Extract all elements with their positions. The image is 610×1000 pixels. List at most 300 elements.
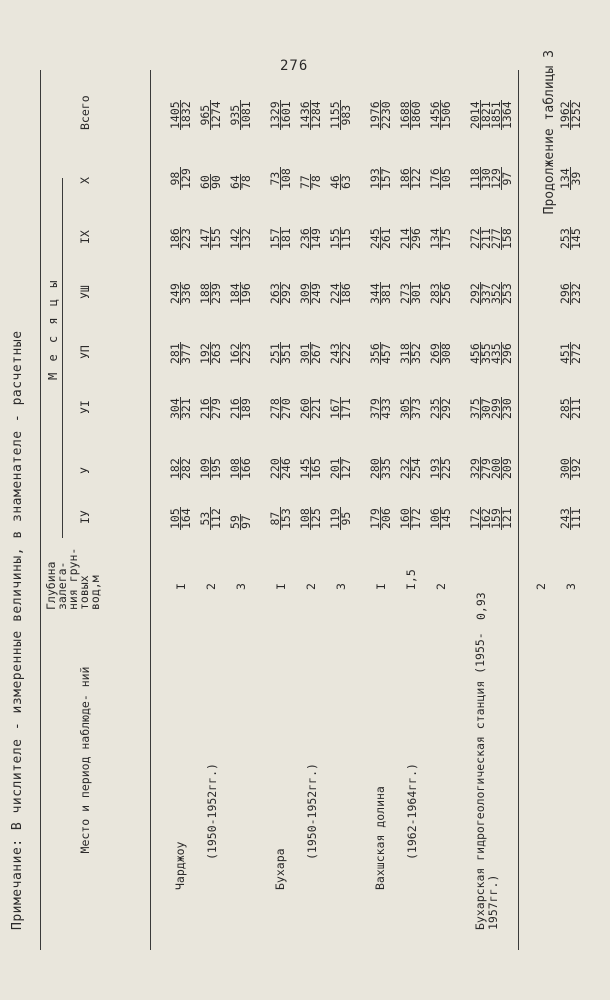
cell-denominator: 165 [309,458,323,479]
table-cell [560,397,581,420]
cell-numerator: 251 [268,343,282,364]
table-cell [170,397,191,420]
cell-denominator: 292 [279,283,293,304]
cell-numerator: 285 [558,398,572,419]
table-cell [370,282,391,305]
cell-denominator: 195 [209,458,223,479]
cell-numerator: 1405 [168,101,182,129]
cell-numerator: 224 [328,283,342,304]
row-depth: 2 [534,583,548,590]
table-cell [300,397,321,420]
cell-numerator: 1456 [428,101,442,129]
table-cell [370,100,391,130]
cell-numerator: 147 [198,228,212,249]
cell-numerator: 352 [489,283,503,304]
rotated-table-block [10,50,583,950]
cell-numerator: 283 [428,283,442,304]
table-cell [200,457,221,480]
cell-denominator: 1284 [309,101,323,129]
table-cell [270,282,291,305]
cell-denominator: 1601 [279,101,293,129]
table-cell [330,342,351,365]
cell-numerator: 184 [228,283,242,304]
cell-denominator: 155 [209,228,223,249]
cell-numerator: 108 [298,508,312,529]
table-cell [400,342,421,365]
cell-numerator: 216 [198,398,212,419]
table-cell [370,457,391,480]
table-cell [560,342,581,365]
header-month: IУ [78,510,92,524]
table-cell [200,282,221,305]
table-cell [400,507,421,530]
cell-denominator: 149 [309,228,323,249]
group-period: (1950-1952гг.) [305,763,319,860]
table-cell [560,507,581,530]
table-cell [200,227,221,250]
cell-numerator: 159 [489,508,503,529]
group-place: Вахшская долина [373,786,387,890]
cell-numerator: 1329 [268,101,282,129]
table-cell [430,100,451,130]
table-cell [230,514,251,530]
cell-denominator: 39 [569,171,583,186]
row-depth: 2 [434,583,448,590]
cell-denominator: 335 [379,458,393,479]
cell-denominator: 267 [309,343,323,364]
group-place: Бухарская гидрогеологическая станция (1955-1957гг.) [473,632,500,930]
cell-denominator: 1832 [179,101,193,129]
cell-numerator: 188 [198,283,212,304]
cell-numerator: 263 [268,283,282,304]
table-cell [330,100,351,130]
table-cell [170,457,191,480]
table-cell [170,100,191,130]
cell-numerator: 305 [398,398,412,419]
cell-denominator: 352 [409,343,423,364]
cell-numerator: 1688 [398,101,412,129]
row-depth: I [274,583,288,590]
table-cell [470,397,512,420]
table-cell [330,507,351,530]
table-cell [300,342,321,365]
cell-denominator: 1252 [569,101,583,129]
cell-numerator: 167 [328,398,342,419]
page-number: 276 [280,58,309,74]
cell-numerator: 299 [489,398,503,419]
cell-denominator: 157 [379,168,393,189]
cell-denominator: 175 [439,228,453,249]
cell-denominator: 263 [209,343,223,364]
table-cell [470,227,512,250]
table-cell [470,167,512,190]
cell-denominator: 2230 [379,101,393,129]
cell-denominator: 307 [479,398,493,419]
cell-denominator: 1274 [209,101,223,129]
cell-denominator: 270 [279,398,293,419]
cell-numerator: 935 [230,100,241,130]
cell-denominator: 196 [239,283,253,304]
row-depth: I,5 [404,569,418,590]
cell-numerator: 87 [270,507,281,530]
table-cell [330,397,351,420]
cell-denominator: 122 [409,168,423,189]
cell-denominator: 381 [379,283,393,304]
header-month: УI [78,400,92,414]
table-cell [330,282,351,305]
table-cell [330,174,351,190]
cell-denominator: 221 [309,398,323,419]
cell-numerator: 201 [328,458,342,479]
cell-denominator: 256 [439,283,453,304]
cell-numerator: 1962 [558,101,572,129]
table-cell [300,457,321,480]
cell-numerator: 379 [368,398,382,419]
table-cell [560,227,581,250]
cell-numerator: 235 [428,398,442,419]
table-cell [230,342,251,365]
header-depth: Глубина залега- ния грун- товых вод,м [44,547,102,610]
header-month: УШ [78,285,92,299]
header-total: Всего [78,95,92,130]
cell-denominator: 239 [209,283,223,304]
cell-numerator: 77 [298,175,312,189]
table-cell [170,227,191,250]
table-cell [370,507,391,530]
cell-denominator: 1506 [439,101,453,129]
cell-numerator: 249 [168,283,182,304]
cell-numerator: 277 [489,228,503,249]
cell-numerator: 281 [168,343,182,364]
cell-numerator: 451 [558,343,572,364]
cell-numerator: 46 [328,175,342,189]
cell-numerator: 1155 [328,101,342,129]
cell-denominator: 95 [339,511,353,526]
cell-denominator: 78 [309,175,323,189]
cell-numerator: 280 [368,458,382,479]
table-cell [430,342,451,365]
cell-denominator: 230 [500,398,514,419]
cell-denominator: 1860 [409,101,423,129]
table-cell [200,342,221,365]
table-cell [430,227,451,250]
cell-numerator: 260 [298,398,312,419]
cell-numerator: 98 [170,167,181,190]
header-month: УП [78,345,92,359]
cell-denominator: 90 [209,175,223,189]
cell-denominator: 355 [479,343,493,364]
cell-numerator: 105 [168,508,182,529]
cell-numerator: 129 [489,168,503,189]
table-cell [470,507,512,530]
bottom-rule [518,70,519,950]
table-cell [400,457,421,480]
cell-denominator: 232 [569,283,583,304]
cell-numerator: 344 [368,283,382,304]
cell-numerator: 119 [328,508,342,529]
cell-numerator: 172 [468,508,482,529]
row-depth: I [174,583,188,590]
table-cell [470,282,512,305]
table-cell [430,397,451,420]
table-cell [170,507,191,530]
table-cell [200,397,221,420]
cell-numerator: 301 [298,343,312,364]
row-depth: 0,93 [474,592,488,620]
cell-numerator: 243 [558,508,572,529]
table-cell [300,227,321,250]
cell-denominator: 279 [209,398,223,419]
table-cell [560,100,581,130]
table-cell [370,397,391,420]
cell-numerator: 318 [398,343,412,364]
table-cell [230,457,251,480]
table-cell [330,227,351,250]
cell-numerator: 965 [200,100,211,130]
table-cell [200,100,221,130]
cell-denominator: 253 [500,283,514,304]
cell-denominator: 186 [339,283,353,304]
cell-numerator: 375 [468,398,482,419]
cell-numerator: 53 [200,507,211,530]
cell-numerator: 108 [228,458,242,479]
table-cell [230,174,251,190]
cell-denominator: 282 [179,458,193,479]
table-cell [400,167,421,190]
table-cell [270,342,291,365]
cell-numerator: 145 [298,458,312,479]
row-depth: 3 [564,583,578,590]
table-cell [270,227,291,250]
cell-numerator: 273 [398,283,412,304]
cell-numerator: 160 [398,508,412,529]
cell-denominator: 162 [479,508,493,529]
table-cell [400,100,421,130]
cell-denominator: 129 [179,168,193,189]
cell-denominator: 145 [569,228,583,249]
cell-numerator: 292 [468,283,482,304]
cell-denominator: 211 [569,398,583,419]
cell-numerator: 309 [298,283,312,304]
row-depth: 3 [234,583,248,590]
table-cell [430,457,451,480]
cell-denominator: 192 [569,458,583,479]
cell-numerator: 1436 [298,101,312,129]
table-cell [470,342,512,365]
cell-denominator: 254 [409,458,423,479]
cell-denominator: 158 [500,228,514,249]
cell-denominator: 127 [339,458,353,479]
cell-numerator: 176 [428,168,442,189]
cell-numerator: 253 [558,228,572,249]
header-month: У [78,467,92,474]
cell-denominator: 112 [209,508,223,529]
table-cell [300,282,321,305]
cell-numerator: 200 [489,458,503,479]
row-depth: 2 [304,583,318,590]
table-footnote: Примечание: В числителе - измеренные величины, в знаменателе - расчетные [10,330,25,930]
header-month: X [78,177,92,184]
cell-numerator: 60 [198,175,212,189]
cell-denominator: 337 [479,283,493,304]
cell-denominator: 457 [379,343,393,364]
table-cell [170,342,191,365]
header-place: Место и период наблюде- ний [78,666,92,854]
header-month: IX [78,230,92,244]
table-cell [300,507,321,530]
cell-numerator: 182 [168,458,182,479]
row-depth: I [374,583,388,590]
table-cell [430,507,451,530]
cell-numerator: 435 [489,343,503,364]
cell-numerator: 1976 [368,101,382,129]
group-period: (1962-1964гг.) [405,763,419,860]
cell-numerator: 109 [198,458,212,479]
cell-denominator: 223 [179,228,193,249]
table-cell [270,507,291,530]
cell-numerator: 155 [328,228,342,249]
cell-denominator: 321 [179,398,193,419]
table-cell [200,174,221,190]
cell-denominator: 222 [339,343,353,364]
cell-numerator: 106 [428,508,442,529]
cell-denominator: 171 [339,398,353,419]
cell-denominator: 130 [479,168,493,189]
table-cell [270,397,291,420]
table-cell [470,457,512,480]
cell-denominator: 125 [309,508,323,529]
cell-denominator: 63 [339,175,353,189]
cell-numerator: 236 [298,228,312,249]
cell-numerator: 73 [270,167,281,190]
cell-numerator: 186 [398,168,412,189]
cell-numerator: 134 [558,168,572,189]
cell-numerator: 162 [228,343,242,364]
table-cell [230,227,251,250]
cell-numerator: 157 [268,228,282,249]
table-cell [270,100,291,130]
table-cell [370,167,391,190]
group-place: Бухара [273,848,287,890]
cell-numerator: 214 [398,228,412,249]
table-cell [300,174,321,190]
cell-numerator: 193 [368,168,382,189]
table-cell [560,457,581,480]
table-cell [560,167,581,190]
table-cell [330,457,351,480]
cell-denominator: 209 [500,458,514,479]
cell-denominator: 181 [279,228,293,249]
cell-denominator: 377 [179,343,193,364]
group-period: (1950-1952гг.) [205,763,219,860]
row-depth: 2 [204,583,218,590]
cell-denominator: 301 [409,283,423,304]
table-cell [470,100,512,130]
table-cell [560,282,581,305]
cell-denominator: 225 [439,458,453,479]
cell-numerator: 272 [468,228,482,249]
cell-denominator: 115 [339,228,353,249]
cell-denominator: 172 [409,508,423,529]
cell-denominator: 111 [569,508,583,529]
cell-numerator: 216 [228,398,242,419]
cell-numerator: 304 [168,398,182,419]
cell-denominator: 351 [279,343,293,364]
cell-denominator: 121 [500,508,514,529]
cell-denominator: 292 [439,398,453,419]
table-cell [430,282,451,305]
cell-numerator: 186 [168,228,182,249]
table-cell [300,100,321,130]
cell-denominator: 308 [439,343,453,364]
cell-numerator: 142 [228,228,242,249]
table-continuation-title: Продолжение таблицы 3 [542,50,557,215]
cell-denominator: 97 [500,171,514,186]
cell-numerator: 179 [368,508,382,529]
cell-denominator: 1821 [479,101,493,129]
cell-numerator: 1851 [489,101,503,129]
cell-numerator: 2014 [468,101,482,129]
table-cell [170,167,191,190]
cell-numerator: 193 [428,458,442,479]
cell-denominator: 164 [179,508,193,529]
months-divider [62,178,63,538]
cell-denominator: 223 [239,343,253,364]
cell-denominator: 272 [569,343,583,364]
cell-numerator: 278 [268,398,282,419]
cell-numerator: 329 [468,458,482,479]
cell-denominator: 166 [239,458,253,479]
cell-numerator: 356 [368,343,382,364]
cell-denominator: 433 [379,398,393,419]
cell-numerator: 118 [468,168,482,189]
table-cell [170,282,191,305]
cell-denominator: 1364 [500,101,514,129]
table-cell [370,227,391,250]
cell-denominator: 296 [409,228,423,249]
cell-denominator: 249 [309,283,323,304]
table-cell [370,342,391,365]
cell-numerator: 192 [198,343,212,364]
cell-denominator: 97 [239,515,253,529]
cell-denominator: 211 [479,228,493,249]
top-rule [40,70,41,950]
cell-numerator: 232 [398,458,412,479]
cell-denominator: 105 [439,168,453,189]
cell-numerator: 220 [268,458,282,479]
table-cell [270,457,291,480]
cell-denominator: 373 [409,398,423,419]
cell-numerator: 59 [228,515,242,529]
table-cell [430,167,451,190]
cell-denominator: 983 [339,104,353,126]
cell-denominator: 145 [439,508,453,529]
table-cell [270,167,291,190]
header-months-group: М е с я ц ы [46,278,60,380]
cell-numerator: 134 [428,228,442,249]
table-cell [200,507,221,530]
table-cell [400,227,421,250]
group-place: Чарджоу [173,841,187,890]
row-depth: 3 [334,583,348,590]
cell-numerator: 64 [228,175,242,189]
table-cell [230,397,251,420]
cell-numerator: 300 [558,458,572,479]
cell-numerator: 245 [368,228,382,249]
header-bottom-rule [150,70,151,950]
cell-denominator: 246 [279,458,293,479]
cell-numerator: 296 [558,283,572,304]
